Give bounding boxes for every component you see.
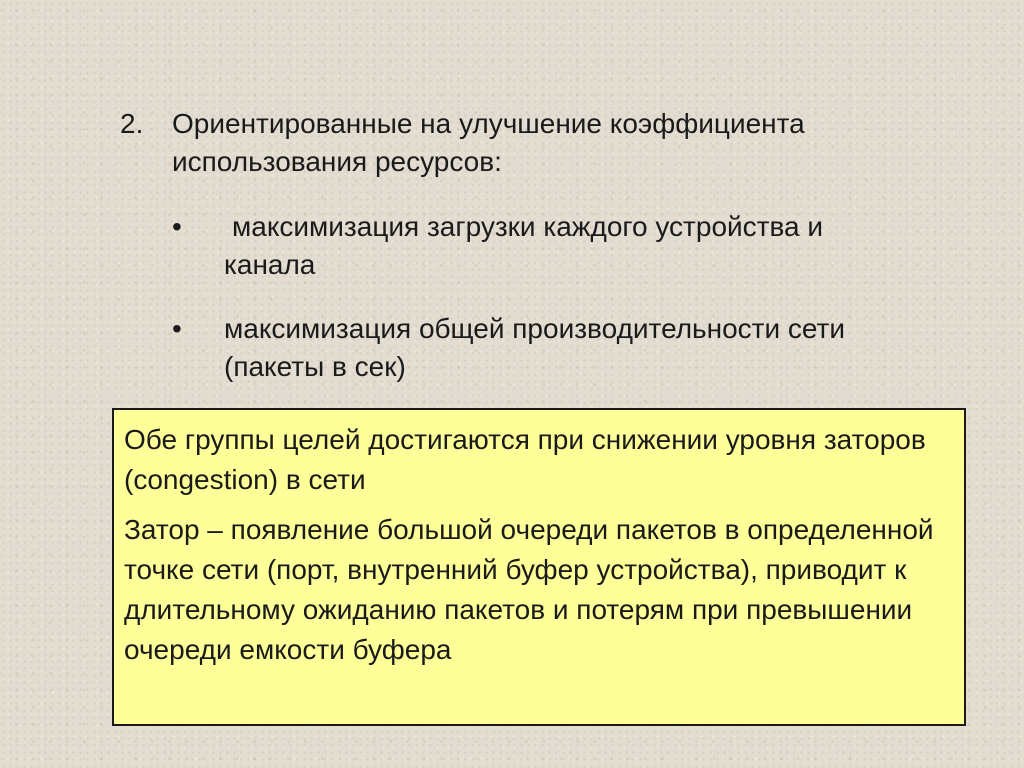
- callout-box: [112, 408, 966, 726]
- item-number: 2.: [120, 108, 144, 139]
- bullet-marker: •: [172, 211, 182, 242]
- callout-paragraph: Обе группы целей достигаются при снижении уровня заторов (congestion) в сети: [124, 424, 926, 495]
- bullet-text: максимизация загрузки каждого устройства и канала: [224, 211, 824, 280]
- bullet-text: максимизация общей производительности сети (пакеты в сек): [224, 313, 846, 382]
- item-text: Ориентированные на улучшение коэффициента использования ресурсов:: [172, 108, 805, 177]
- callout-paragraph: Затор – появление большой очереди пакетов в определенной точке сети (порт, внутренний буфер устройства), приводит к длительному ожиданию пакетов и потерям при превышении очереди емкости буфера: [124, 514, 934, 665]
- bullet-marker: •: [172, 313, 182, 344]
